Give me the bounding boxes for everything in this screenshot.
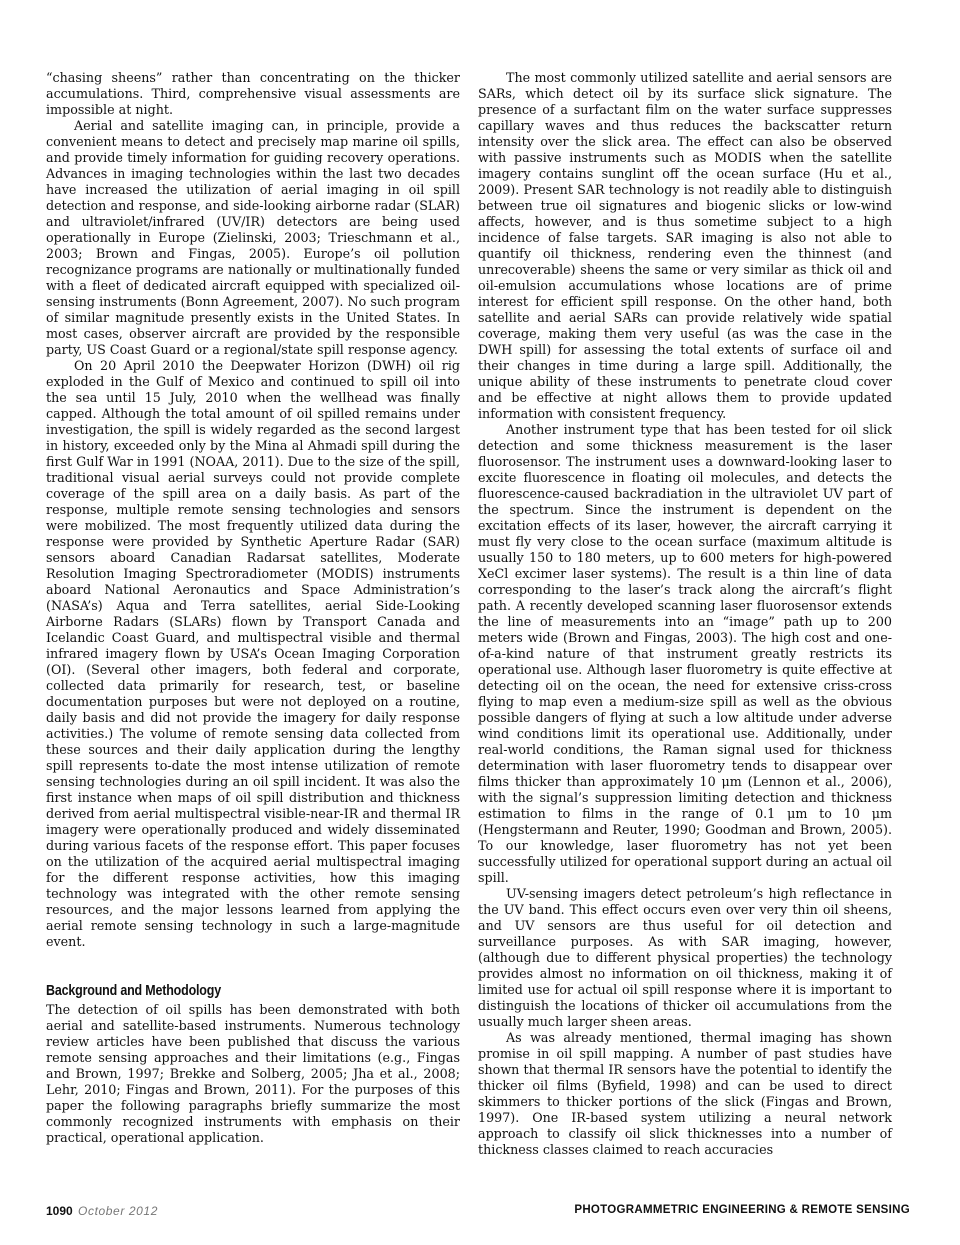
paragraph: UV-sensing imagers detect petroleum’s high reflectance in the UV band. This effect occurs even over very thin oil sheens, and UV sensors are thus useful for oil detection and surveillance purposes. As with SAR imaging, however, (although due to different physical properties) the technology provides almost no information on oil thickness, making it of limited use for actual oil spill response where it is important to distinguish the locations of thicker oil accumulations from the usually much larger sheen areas. — [478, 886, 892, 1029]
issue-date: October 2012 — [78, 1204, 158, 1218]
paragraph: Another instrument type that has been tested for oil slick detection and some thickness measurement is the laser fluorosensor. The instrument uses a downward-looking laser to excite fluorescence in floating oil molecules, and detects the fluorescence-caused backradiation in the ultraviolet UV part of the spectrum. Since the instrument is dependent on the excitation effects of its laser, however, the aircraft carrying it must fly very close to the ocean surface (maximum altitude is usually 150 to 180 meters, up to 600 meters for high-powered XeCl excimer laser systems). The result is a thin line of data corresponding to the laser’s track along the aircraft’s flight path. A recently developed scanning laser fluorosensor extends the line of measurements into an “image” path up to 200 meters wide (Brown and Fingas, 2003). The high cost and one-of-a-kind nature of that instrument greatly restricts its operational use. Although laser fluorometry is quite effective at detecting oil on the ocean, the need for extensive criss-cross flying to map even a medium-size spill as well as the obvious possible dangers of flying at such a low altitude under adverse wind conditions limit its operational use. Additionally, under real-world conditions, the Raman signal used for thickness determination with laser fluorometry tends to disappear over films thicker than approximately 10 μm (Lennon et al., 2006), with the signal’s suppression limiting detection and thickness estimation to films in the range of 0.1 μm to 10 μm (Hengstermann and Reuter, 1990; Goodman and Brown, 2005). To our knowledge, laser fluorometry has not yet been successfully utilized for operational support during an actual oil spill. — [478, 422, 892, 885]
section-heading: Background and Methodology — [46, 983, 221, 999]
page-footer — [46, 1204, 910, 1224]
paragraph: On 20 April 2010 the Deepwater Horizon (DWH) oil rig exploded in the Gulf of Mexico and continued to spill oil into the sea until 15 July, 2010 when the wellhead was finally capped. Although the total amount of oil spilled remains under investigation, the spill is widely regarded as the second largest in history, exceeded only by the Mina al Ahmadi spill during the first Gulf War in 1991 (NOAA, 2011). Due to the size of the spill, traditional visual aerial surveys could not provide complete coverage of the spill area on a daily basis. As part of the response, multiple remote sensing technologies and sensors were mobilized. The most frequently utilized data during the response were provided by Synthetic Aperture Radar (SAR) sensors aboard Canadian Radarsat satellites, Moderate Resolution Imaging Spectroradiometer (MODIS) instruments aboard National Aeronautics and Space Administration’s (NASA’s) Aqua and Terra satellites, aerial Side-Looking Airborne Radars (SLARs) flown by Transport Canada and Icelandic Coast Guard, and multispectral visible and thermal infrared imagery flown by USA’s Ocean Imaging Corporation (OI). (Several other imagers, both federal and corporate, collected data primarily for research, test, or baseline documentation purposes but were not deployed on a routine, daily basis and did not provide the imagery for daily response activities.) The volume of remote sensing data collected from these sources and their daily application during the lengthy spill represents to-date the most intense utilization of remote sensing technologies during an oil spill incident. It was also the first instance when maps of oil spill distribution and thickness derived from aerial multispectral visible-near-IR and thermal IR imagery were operationally produced and widely disseminated during various facets of the response effort. This paper focuses on the utilization of the acquired aerial multispectral imaging for the different response activities, how this imaging technology was integrated with the other remote sensing resources, and the major lessons learned from applying the aerial remote sensing technology in such a large-magnitude event. — [46, 358, 460, 949]
right-column — [478, 70, 892, 1158]
footer-left — [46, 1204, 158, 1218]
paragraph: “chasing sheens” rather than concentrating on the thicker accumulations. Third, comprehensive visual assessments are impossible at night. — [46, 70, 460, 117]
left-column — [46, 70, 460, 1146]
paragraph: The most commonly utilized satellite and aerial sensors are SARs, which detect oil by its surface slick signature. The presence of a surfactant film on the water surface suppresses capillary waves and thus reduces the backscatter return intensity over the slick area. The effect can also be observed with passive instruments such as MODIS when the satellite imagery contains sunglint off the ocean surface (Hu et al., 2009). Present SAR technology is not readily able to distinguish between true oil signatures and biogenic slicks or low-wind affects, however, and is thus sometime subject to a high incidence of false targets. SAR imaging is also not able to quantify oil thickness, rendering even the thinnest (and unrecoverable) sheens the same or very similar as thick oil and oil-emulsion accumulations whose locations are of prime interest for efficient spill response. On the other hand, both satellite and aerial SARs can provide relatively wide spatial coverage, making them very useful (as was the case in the DWH spill) for assessing the total extents of surface oil and their changes in time during a large spill. Additionally, the unique ability of these instruments to penetrate cloud cover and be effective at night allows them to provide updated information with consistent frequency. — [478, 70, 892, 421]
paragraph: The detection of oil spills has been demonstrated with both aerial and satellite-based instruments. Numerous technology review articles have been published that discuss the various remote sensing approaches and their limitations (e.g., Fingas and Brown, 1997; Brekke and Solberg, 2005; Jha et al., 2008; Lehr, 2010; Fingas and Brown, 2011). For the purposes of this paper the following paragraphs briefly summarize the most commonly recognized instruments with emphasis on their practical, operational application. — [46, 1002, 460, 1145]
page-number: 1090 — [46, 1204, 73, 1218]
paragraph: Aerial and satellite imaging can, in principle, provide a convenient means to detect and precisely map marine oil spills, and provide timely information for guiding recovery operations. Advances in imaging technologies within the last two decades have increased the utilization of aerial imaging in oil spill detection and response, and side-looking airborne radar (SLAR) and ultraviolet/infrared (UV/IR) detectors are being used operationally in Europe (Zielinski, 2003; Trieschmann et al., 2003; Brown and Fingas, 2005). Europe’s oil pollution recognizance programs are nationally or multinationally funded with a fleet of dedicated aircraft equipped with specialized oil-sensing instruments (Bonn Agreement, 2007). No such program of similar magnitude presently exists in the United States. In most cases, observer aircraft are provided by the responsible party, US Coast Guard or a regional/state spill response agency. — [46, 118, 460, 357]
paragraph: As was already mentioned, thermal imaging has shown promise in oil spill mapping. A number of past studies have shown that thermal IR sensors have the potential to identify the thicker oil films (Byfield, 1998) and can be used to direct skimmers to thicker portions of the slick (Fingas and Brown, 1997). One IR-based system utilizing a neural network approach to classify oil slick thicknesses into a number of thickness classes claimed to reach accuracies — [478, 1030, 892, 1157]
journal-name: PHOTOGRAMMETRIC ENGINEERING & REMOTE SENSING — [574, 1204, 910, 1216]
